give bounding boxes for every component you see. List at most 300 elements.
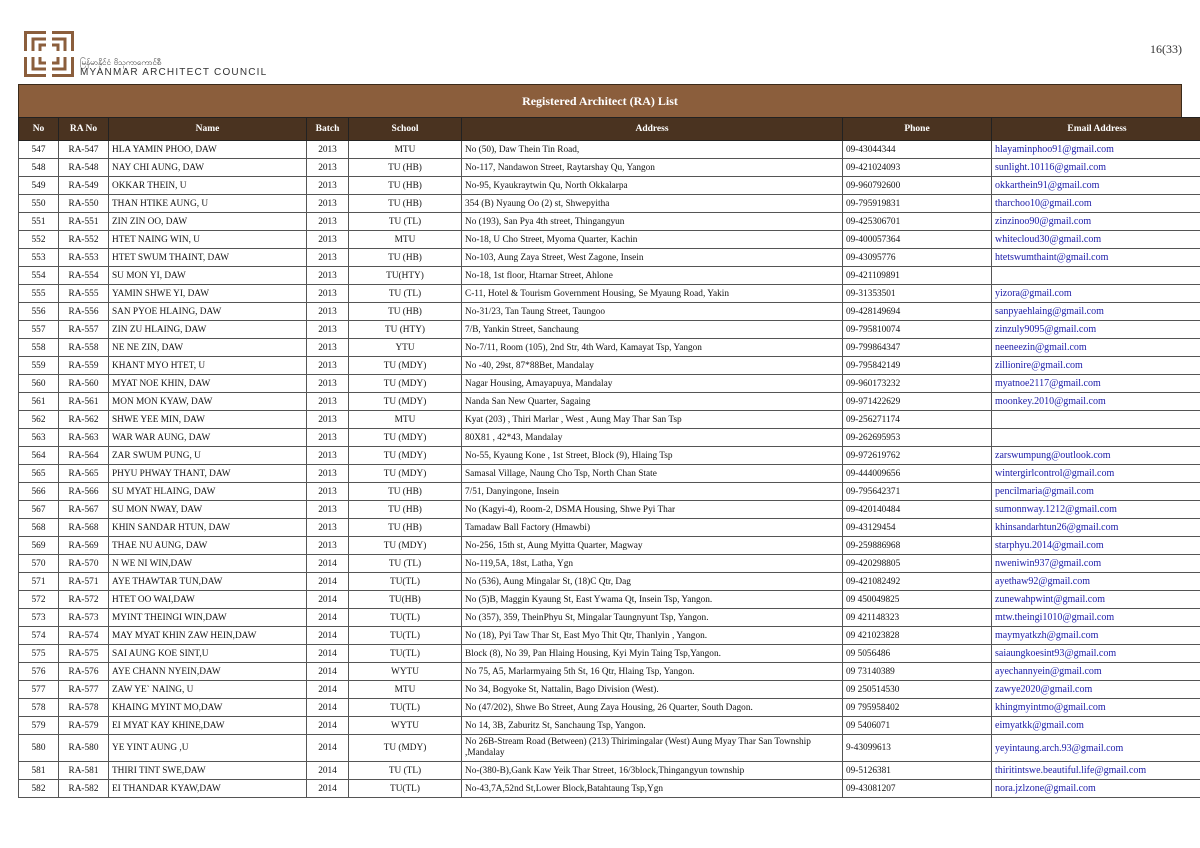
cell-ra-no: RA-560 xyxy=(59,375,109,393)
cell-school: TU(TL) xyxy=(349,699,462,717)
table-row xyxy=(19,357,1200,375)
cell-phone: 09-971422629 xyxy=(843,393,992,411)
cell-name: ZAR SWUM PUNG, U xyxy=(109,447,307,465)
cell-school: TU (MDY) xyxy=(349,447,462,465)
cell-phone: 09-5126381 xyxy=(843,762,992,780)
cell-ra-no: RA-557 xyxy=(59,321,109,339)
cell-school: TU (MDY) xyxy=(349,537,462,555)
cell-ra-no: RA-547 xyxy=(59,141,109,159)
cell-no: 565 xyxy=(19,465,59,483)
cell-no: 558 xyxy=(19,339,59,357)
cell-name: SU MYAT HLAING, DAW xyxy=(109,483,307,501)
cell-email[interactable]: yizora@gmail.com xyxy=(992,285,1200,303)
cell-no: 579 xyxy=(19,717,59,735)
cell-no: 562 xyxy=(19,411,59,429)
column-header-school: School xyxy=(349,118,462,141)
cell-email[interactable]: hlayaminphoo91@gmail.com xyxy=(992,141,1200,159)
cell-batch: 2014 xyxy=(307,699,349,717)
cell-no: 575 xyxy=(19,645,59,663)
table-row xyxy=(19,393,1200,411)
ra-list-table xyxy=(18,117,1200,798)
cell-name: HTET NAING WIN, U xyxy=(109,231,307,249)
cell-no: 566 xyxy=(19,483,59,501)
cell-school: TU (MDY) xyxy=(349,393,462,411)
cell-ra-no: RA-570 xyxy=(59,555,109,573)
cell-email[interactable]: mtw.theingi1010@gmail.com xyxy=(992,609,1200,627)
cell-name: HTET SWUM THAINT, DAW xyxy=(109,249,307,267)
cell-school: WYTU xyxy=(349,717,462,735)
cell-school: TU (HB) xyxy=(349,483,462,501)
cell-batch: 2013 xyxy=(307,519,349,537)
cell-email[interactable]: okkarthein91@gmail.com xyxy=(992,177,1200,195)
cell-address: No-103, Aung Zaya Street, West Zagone, Insein xyxy=(462,249,843,267)
cell-email[interactable]: nweniwin937@gmail.com xyxy=(992,555,1200,573)
cell-name: SHWE YEE MIN, DAW xyxy=(109,411,307,429)
table-row xyxy=(19,375,1200,393)
cell-school: TU(TL) xyxy=(349,645,462,663)
cell-address: No (5)B, Maggin Kyaung St, East Ywama Qt, Insein Tsp, Yangon. xyxy=(462,591,843,609)
cell-ra-no: RA-559 xyxy=(59,357,109,375)
cell-name: WAR WAR AUNG, DAW xyxy=(109,429,307,447)
cell-school: MTU xyxy=(349,231,462,249)
cell-email[interactable]: khinsandarhtun26@gmail.com xyxy=(992,519,1200,537)
cell-ra-no: RA-548 xyxy=(59,159,109,177)
cell-address: No-117, Nandawon Street, Raytarshay Qu, Yangon xyxy=(462,159,843,177)
table-row xyxy=(19,321,1200,339)
cell-phone: 09-960792600 xyxy=(843,177,992,195)
cell-no: 578 xyxy=(19,699,59,717)
cell-batch: 2014 xyxy=(307,645,349,663)
cell-batch: 2013 xyxy=(307,303,349,321)
column-header-address: Address xyxy=(462,118,843,141)
cell-batch: 2013 xyxy=(307,213,349,231)
cell-phone: 09-960173232 xyxy=(843,375,992,393)
cell-school: TU(TL) xyxy=(349,609,462,627)
table-row xyxy=(19,339,1200,357)
cell-batch: 2014 xyxy=(307,609,349,627)
table-row xyxy=(19,159,1200,177)
cell-batch: 2013 xyxy=(307,285,349,303)
cell-batch: 2013 xyxy=(307,411,349,429)
cell-address: 354 (B) Nyaung Oo (2) st, Shwepyitha xyxy=(462,195,843,213)
cell-name: KHAING MYINT MO,DAW xyxy=(109,699,307,717)
cell-address: No-95, Kyaukraytwin Qu, North Okkalarpa xyxy=(462,177,843,195)
cell-school: TU (TL) xyxy=(349,213,462,231)
cell-no: 570 xyxy=(19,555,59,573)
cell-school: TU (HB) xyxy=(349,249,462,267)
cell-batch: 2014 xyxy=(307,717,349,735)
cell-batch: 2014 xyxy=(307,591,349,609)
cell-phone: 09-795919831 xyxy=(843,195,992,213)
cell-ra-no: RA-568 xyxy=(59,519,109,537)
cell-ra-no: RA-561 xyxy=(59,393,109,411)
cell-name: HLA YAMIN PHOO, DAW xyxy=(109,141,307,159)
cell-email[interactable]: zinzinoo90@gmail.com xyxy=(992,213,1200,231)
cell-ra-no: RA-555 xyxy=(59,285,109,303)
column-header-batch: Batch xyxy=(307,118,349,141)
cell-email[interactable]: zinzuly9095@gmail.com xyxy=(992,321,1200,339)
cell-school: TU (HTY) xyxy=(349,321,462,339)
cell-name: NAY CHI AUNG, DAW xyxy=(109,159,307,177)
cell-batch: 2013 xyxy=(307,249,349,267)
cell-batch: 2014 xyxy=(307,555,349,573)
cell-phone: 09 795958402 xyxy=(843,699,992,717)
table-row xyxy=(19,780,1200,798)
cell-name: MON MON KYAW, DAW xyxy=(109,393,307,411)
cell-name: PHYU PHWAY THANT, DAW xyxy=(109,465,307,483)
council-logo xyxy=(24,31,74,77)
cell-address: Samasal Village, Naung Cho Tsp, North Chan State xyxy=(462,465,843,483)
cell-phone: 09 250514530 xyxy=(843,681,992,699)
cell-ra-no: RA-551 xyxy=(59,213,109,231)
cell-email[interactable]: zillionire@gmail.com xyxy=(992,357,1200,375)
cell-email[interactable]: tharchoo10@gmail.com xyxy=(992,195,1200,213)
cell-no: 582 xyxy=(19,780,59,798)
cell-name: MAY MYAT KHIN ZAW HEIN,DAW xyxy=(109,627,307,645)
cell-address: No (536), Aung Mingalar St, (18)C Qtr, Dag xyxy=(462,573,843,591)
cell-school: TU (HB) xyxy=(349,159,462,177)
column-header-phone: Phone xyxy=(843,118,992,141)
cell-email[interactable]: wintergirlcontrol@gmail.com xyxy=(992,465,1200,483)
cell-no: 556 xyxy=(19,303,59,321)
cell-name: YAMIN SHWE YI, DAW xyxy=(109,285,307,303)
cell-no: 559 xyxy=(19,357,59,375)
cell-no: 574 xyxy=(19,627,59,645)
cell-ra-no: RA-565 xyxy=(59,465,109,483)
cell-address: No-31/23, Tan Taung Street, Taungoo xyxy=(462,303,843,321)
cell-ra-no: RA-566 xyxy=(59,483,109,501)
cell-email[interactable]: sumonnway.1212@gmail.com xyxy=(992,501,1200,519)
cell-name: SAN PYOE HLAING, DAW xyxy=(109,303,307,321)
cell-batch: 2013 xyxy=(307,465,349,483)
cell-address: No-256, 15th st, Aung Myitta Quarter, Magway xyxy=(462,537,843,555)
cell-email[interactable]: moonkey.2010@gmail.com xyxy=(992,393,1200,411)
org-name-english: MYANMAR ARCHITECT COUNCIL xyxy=(80,67,268,78)
cell-school: TU (MDY) xyxy=(349,429,462,447)
cell-email[interactable]: zunewahpwint@gmail.com xyxy=(992,591,1200,609)
cell-address: No-55, Kyaung Kone , 1st Street, Block (9), Hlaing Tsp xyxy=(462,447,843,465)
cell-email[interactable]: starphyu.2014@gmail.com xyxy=(992,537,1200,555)
cell-no: 576 xyxy=(19,663,59,681)
cell-name: KHIN SANDAR HTUN, DAW xyxy=(109,519,307,537)
cell-school: TU (TL) xyxy=(349,285,462,303)
cell-batch: 2014 xyxy=(307,627,349,645)
cell-phone: 9-43099613 xyxy=(843,735,992,762)
cell-school: TU (TL) xyxy=(349,555,462,573)
cell-name: NE NE ZIN, DAW xyxy=(109,339,307,357)
cell-phone: 09-43044344 xyxy=(843,141,992,159)
cell-no: 550 xyxy=(19,195,59,213)
table-row xyxy=(19,681,1200,699)
table-row xyxy=(19,429,1200,447)
cell-phone: 09-259886968 xyxy=(843,537,992,555)
table-header-row xyxy=(19,118,1200,141)
cell-phone: 09-421109891 xyxy=(843,267,992,285)
cell-batch: 2013 xyxy=(307,483,349,501)
cell-email[interactable]: myatnoe2117@gmail.com xyxy=(992,375,1200,393)
cell-address: No 75, A5, Marlarmyaing 5th St, 16 Qtr, Hlaing Tsp, Yangon. xyxy=(462,663,843,681)
cell-address: No-(380-B),Gank Kaw Yeik Thar Street, 16/3block,Thingangyun township xyxy=(462,762,843,780)
cell-school: TU(HB) xyxy=(349,591,462,609)
cell-batch: 2014 xyxy=(307,573,349,591)
cell-no: 568 xyxy=(19,519,59,537)
cell-address: Tamadaw Ball Factory (Hmawbi) xyxy=(462,519,843,537)
cell-ra-no: RA-549 xyxy=(59,177,109,195)
table-row xyxy=(19,501,1200,519)
cell-name: SU MON YI, DAW xyxy=(109,267,307,285)
cell-school: TU (HB) xyxy=(349,177,462,195)
cell-name: OKKAR THEIN, U xyxy=(109,177,307,195)
cell-school: TU (HB) xyxy=(349,195,462,213)
cell-name: AYE CHANN NYEIN,DAW xyxy=(109,663,307,681)
cell-no: 564 xyxy=(19,447,59,465)
cell-phone: 09-400057364 xyxy=(843,231,992,249)
cell-no: 569 xyxy=(19,537,59,555)
cell-address: No -40, 29st, 87*88Bet, Mandalay xyxy=(462,357,843,375)
cell-email[interactable]: ayechannyein@gmail.com xyxy=(992,663,1200,681)
table-row xyxy=(19,735,1200,762)
cell-no: 549 xyxy=(19,177,59,195)
cell-phone: 09-43129454 xyxy=(843,519,992,537)
cell-address: Nanda San New Quarter, Sagaing xyxy=(462,393,843,411)
cell-no: 551 xyxy=(19,213,59,231)
cell-school: TU (HB) xyxy=(349,519,462,537)
cell-phone: 09 5056486 xyxy=(843,645,992,663)
cell-school: MTU xyxy=(349,141,462,159)
cell-address: No (Kagyi-4), Room-2, DSMA Housing, Shwe Pyi Thar xyxy=(462,501,843,519)
cell-no: 567 xyxy=(19,501,59,519)
cell-address: No 14, 3B, Zaburitz St, Sanchaung Tsp, Yangon. xyxy=(462,717,843,735)
cell-batch: 2013 xyxy=(307,357,349,375)
table-row xyxy=(19,555,1200,573)
cell-address: 7/51, Danyingone, Insein xyxy=(462,483,843,501)
cell-ra-no: RA-582 xyxy=(59,780,109,798)
cell-email xyxy=(992,411,1200,429)
cell-email[interactable]: htetswumthaint@gmail.com xyxy=(992,249,1200,267)
cell-school: TU (HB) xyxy=(349,501,462,519)
table-row xyxy=(19,195,1200,213)
cell-ra-no: RA-571 xyxy=(59,573,109,591)
table-row xyxy=(19,573,1200,591)
cell-phone: 09-972619762 xyxy=(843,447,992,465)
column-header-name: Name xyxy=(109,118,307,141)
cell-address: Kyat (203) , Thiri Marlar , West , Aung May Thar San Tsp xyxy=(462,411,843,429)
cell-phone: 09-262695953 xyxy=(843,429,992,447)
cell-address: No-43,7A,52nd St,Lower Block,Batahtaung Tsp,Ygn xyxy=(462,780,843,798)
cell-batch: 2013 xyxy=(307,159,349,177)
table-row xyxy=(19,249,1200,267)
cell-email[interactable]: pencilmaria@gmail.com xyxy=(992,483,1200,501)
cell-address: No-119,5A, 18st, Latha, Ygn xyxy=(462,555,843,573)
cell-name: ZAW YE` NAING, U xyxy=(109,681,307,699)
cell-batch: 2013 xyxy=(307,267,349,285)
cell-ra-no: RA-562 xyxy=(59,411,109,429)
cell-batch: 2013 xyxy=(307,501,349,519)
cell-batch: 2013 xyxy=(307,141,349,159)
cell-phone: 09-444009656 xyxy=(843,465,992,483)
cell-name: YE YINT AUNG ,U xyxy=(109,735,307,762)
table-row xyxy=(19,627,1200,645)
cell-email[interactable]: saiaungkoesint93@gmail.com xyxy=(992,645,1200,663)
cell-email[interactable]: whitecloud30@gmail.com xyxy=(992,231,1200,249)
cell-school: TU (HB) xyxy=(349,303,462,321)
cell-phone: 09-420140484 xyxy=(843,501,992,519)
cell-batch: 2013 xyxy=(307,393,349,411)
cell-ra-no: RA-556 xyxy=(59,303,109,321)
cell-email[interactable]: ayethaw92@gmail.com xyxy=(992,573,1200,591)
cell-phone: 09 5406071 xyxy=(843,717,992,735)
cell-email[interactable]: maymyatkzh@gmail.com xyxy=(992,627,1200,645)
cell-school: TU(HTY) xyxy=(349,267,462,285)
cell-school: TU(TL) xyxy=(349,780,462,798)
cell-name: SU MON NWAY, DAW xyxy=(109,501,307,519)
cell-no: 547 xyxy=(19,141,59,159)
cell-no: 548 xyxy=(19,159,59,177)
table-row xyxy=(19,213,1200,231)
cell-no: 573 xyxy=(19,609,59,627)
cell-ra-no: RA-577 xyxy=(59,681,109,699)
cell-batch: 2013 xyxy=(307,177,349,195)
cell-email[interactable]: yeyintaung.arch.93@gmail.com xyxy=(992,735,1200,762)
cell-ra-no: RA-552 xyxy=(59,231,109,249)
cell-ra-no: RA-572 xyxy=(59,591,109,609)
cell-phone: 09-31353501 xyxy=(843,285,992,303)
table-row xyxy=(19,663,1200,681)
cell-ra-no: RA-563 xyxy=(59,429,109,447)
table-row xyxy=(19,609,1200,627)
cell-no: 555 xyxy=(19,285,59,303)
cell-phone: 09-421024093 xyxy=(843,159,992,177)
cell-ra-no: RA-575 xyxy=(59,645,109,663)
cell-no: 553 xyxy=(19,249,59,267)
cell-email[interactable]: sunlight.10116@gmail.com xyxy=(992,159,1200,177)
column-header-no: No xyxy=(19,118,59,141)
cell-email[interactable]: zarswumpung@outlook.com xyxy=(992,447,1200,465)
cell-name: MYAT NOE KHIN, DAW xyxy=(109,375,307,393)
cell-name: N WE NI WIN,DAW xyxy=(109,555,307,573)
page-number: 16(33) xyxy=(1150,42,1182,56)
table-row xyxy=(19,717,1200,735)
cell-name: ZIN ZIN OO, DAW xyxy=(109,213,307,231)
table-row xyxy=(19,267,1200,285)
cell-batch: 2014 xyxy=(307,681,349,699)
cell-address: No 34, Bogyoke St, Nattalin, Bago Division (West). xyxy=(462,681,843,699)
org-name-myanmar: မြန်မာနိုင်ငံ ဗိသုကာကောင်စီ xyxy=(80,58,162,67)
cell-name: KHANT MYO HTET, U xyxy=(109,357,307,375)
cell-phone: 09-43081207 xyxy=(843,780,992,798)
cell-name: HTET OO WAI,DAW xyxy=(109,591,307,609)
cell-address: No (50), Daw Thein Tin Road, xyxy=(462,141,843,159)
cell-email[interactable]: thiritintswe.beautiful.life@gmail.com xyxy=(992,762,1200,780)
table-row xyxy=(19,762,1200,780)
table-row xyxy=(19,447,1200,465)
cell-ra-no: RA-574 xyxy=(59,627,109,645)
cell-batch: 2013 xyxy=(307,195,349,213)
cell-phone: 09 421023828 xyxy=(843,627,992,645)
cell-no: 554 xyxy=(19,267,59,285)
cell-ra-no: RA-580 xyxy=(59,735,109,762)
cell-email[interactable]: khingmyintmo@gmail.com xyxy=(992,699,1200,717)
cell-phone: 09-795642371 xyxy=(843,483,992,501)
cell-school: TU(TL) xyxy=(349,573,462,591)
cell-school: TU (MDY) xyxy=(349,375,462,393)
cell-no: 563 xyxy=(19,429,59,447)
cell-school: TU (MDY) xyxy=(349,357,462,375)
cell-school: TU (MDY) xyxy=(349,465,462,483)
cell-school: WYTU xyxy=(349,663,462,681)
cell-email[interactable]: nora.jzlzone@gmail.com xyxy=(992,780,1200,798)
cell-batch: 2014 xyxy=(307,780,349,798)
cell-ra-no: RA-569 xyxy=(59,537,109,555)
table-body xyxy=(19,141,1200,798)
table-row xyxy=(19,411,1200,429)
cell-ra-no: RA-581 xyxy=(59,762,109,780)
table-row xyxy=(19,645,1200,663)
table-row xyxy=(19,591,1200,609)
cell-name: THAN HTIKE AUNG, U xyxy=(109,195,307,213)
cell-no: 577 xyxy=(19,681,59,699)
cell-address: No (18), Pyi Taw Thar St, East Myo Thit Qtr, Thanlyin , Yangon. xyxy=(462,627,843,645)
cell-batch: 2014 xyxy=(307,663,349,681)
cell-ra-no: RA-564 xyxy=(59,447,109,465)
cell-address: No 26B-Stream Road (Between) (213) Thirimingalar (West) Aung Myay Thar San Township ,Mandalay xyxy=(462,735,843,762)
cell-ra-no: RA-576 xyxy=(59,663,109,681)
cell-phone: 09-256271174 xyxy=(843,411,992,429)
cell-phone: 09-795842149 xyxy=(843,357,992,375)
cell-ra-no: RA-554 xyxy=(59,267,109,285)
column-header-email: Email Address xyxy=(992,118,1200,141)
cell-school: MTU xyxy=(349,681,462,699)
cell-school: TU (MDY) xyxy=(349,735,462,762)
cell-email[interactable]: zawye2020@gmail.com xyxy=(992,681,1200,699)
cell-name: EI MYAT KAY KHINE,DAW xyxy=(109,717,307,735)
cell-phone: 09 421148323 xyxy=(843,609,992,627)
cell-ra-no: RA-579 xyxy=(59,717,109,735)
table-row xyxy=(19,285,1200,303)
table-row xyxy=(19,519,1200,537)
cell-batch: 2014 xyxy=(307,735,349,762)
cell-no: 552 xyxy=(19,231,59,249)
cell-ra-no: RA-550 xyxy=(59,195,109,213)
cell-phone: 09-795810074 xyxy=(843,321,992,339)
cell-name: EI THANDAR KYAW,DAW xyxy=(109,780,307,798)
cell-name: ZIN ZU HLAING, DAW xyxy=(109,321,307,339)
cell-name: THAE NU AUNG, DAW xyxy=(109,537,307,555)
cell-address: No-7/11, Room (105), 2nd Str, 4th Ward, Kamayat Tsp, Yangon xyxy=(462,339,843,357)
cell-address: Nagar Housing, Amayapuya, Mandalay xyxy=(462,375,843,393)
cell-name: MYINT THEINGI WIN,DAW xyxy=(109,609,307,627)
cell-no: 580 xyxy=(19,735,59,762)
cell-phone: 09-43095776 xyxy=(843,249,992,267)
cell-email[interactable]: eimyatkk@gmail.com xyxy=(992,717,1200,735)
cell-phone: 09-799864347 xyxy=(843,339,992,357)
cell-phone: 09-421082492 xyxy=(843,573,992,591)
table-row xyxy=(19,231,1200,249)
cell-address: Block (8), No 39, Pan Hlaing Housing, Kyi Myin Taing Tsp,Yangon. xyxy=(462,645,843,663)
cell-ra-no: RA-553 xyxy=(59,249,109,267)
cell-ra-no: RA-578 xyxy=(59,699,109,717)
cell-no: 581 xyxy=(19,762,59,780)
table-row xyxy=(19,537,1200,555)
cell-phone: 09-420298805 xyxy=(843,555,992,573)
cell-school: TU(TL) xyxy=(349,627,462,645)
cell-ra-no: RA-567 xyxy=(59,501,109,519)
cell-email[interactable]: neeneezin@gmail.com xyxy=(992,339,1200,357)
cell-email[interactable]: sanpyaehlaing@gmail.com xyxy=(992,303,1200,321)
cell-phone: 09 73140389 xyxy=(843,663,992,681)
cell-name: THIRI TINT SWE,DAW xyxy=(109,762,307,780)
cell-name: AYE THAWTAR TUN,DAW xyxy=(109,573,307,591)
